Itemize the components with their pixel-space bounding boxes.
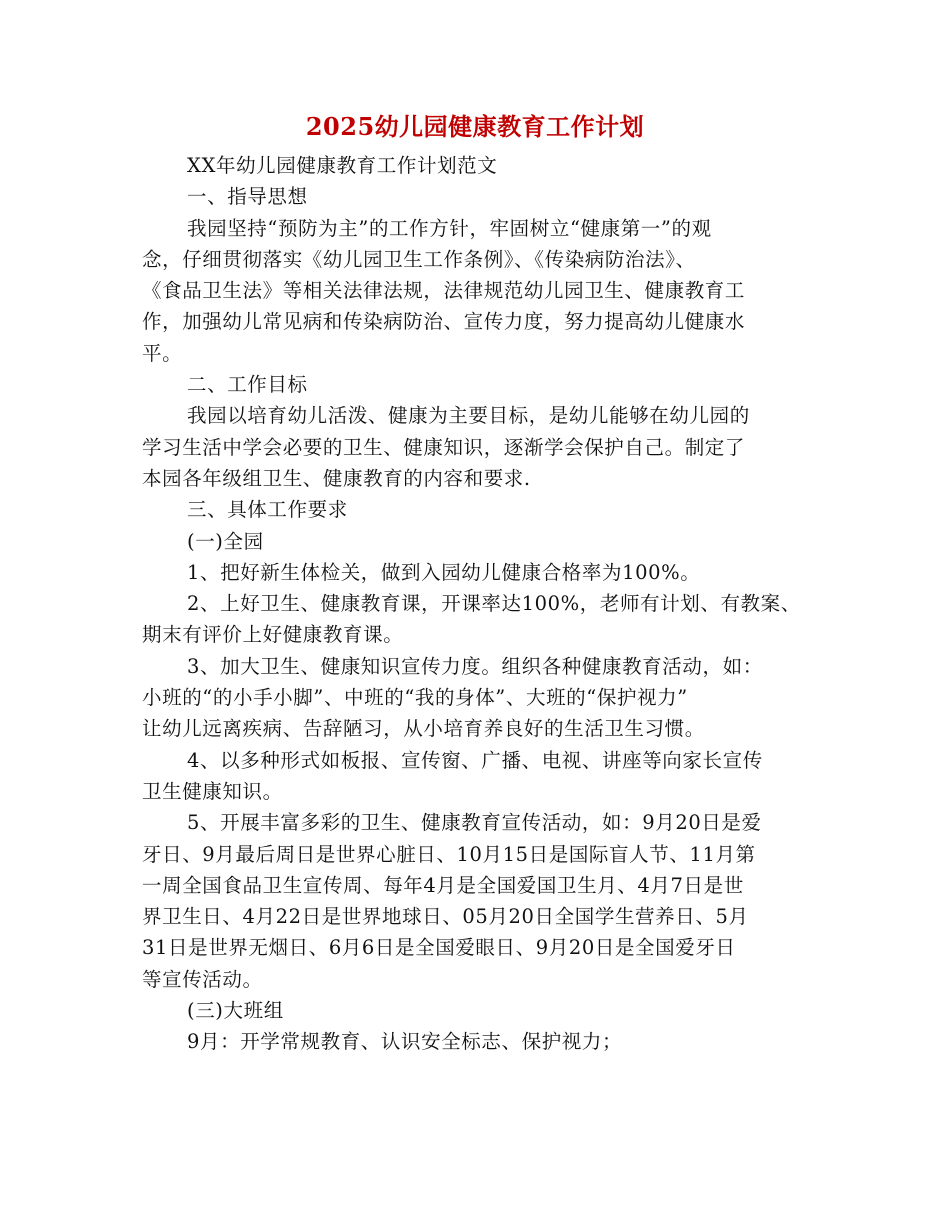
paragraph-line: 《食品卫生法》等相关法律法规，法律规范幼儿园卫生、健康教育工 [142,279,746,303]
paragraph-line: 我园坚持“预防为主”的工作方针，牢固树立“健康第一”的观 [187,216,712,240]
paragraph-line: 期末有评价上好健康教育课。 [142,623,404,647]
paragraph-line: 小班的“的小手小脚”、中班的“我的身体”、大班的“保护视力” [142,686,688,710]
paragraph [142,588,842,651]
paragraph [142,369,842,400]
paragraph [142,400,842,494]
paragraph-line: 本园各年级组卫生、健康教育的内容和要求. [142,466,531,490]
paragraph-line: 一、指导思想 [187,185,308,209]
paragraph [142,526,842,557]
paragraph-line: 5、开展丰富多彩的卫生、健康教育宣传活动，如：9月20日是爱 [187,811,762,835]
paragraph-line: 牙日、9月最后周日是世界心脏日、10月15日是国际盲人节、11月第 [142,842,756,866]
paragraph [142,651,842,745]
document-body [142,150,842,1058]
paragraph-line: XX年幼儿园健康教育工作计划范文 [187,154,498,177]
paragraph [142,557,842,588]
paragraph-line: 一周全国食品卫生宣传周、每年4月是全国爱国卫生月、4月7日是世 [142,873,744,897]
paragraph-line: 31日是世界无烟日、6月6日是全国爱眼日、9月20日是全国爱牙日 [142,936,736,960]
paragraph-line: 二、工作目标 [187,373,308,397]
paragraph-line: 等宣传活动。 [142,967,263,991]
document-title: 2025幼儿园健康教育工作计划 [305,112,645,141]
paragraph-line: 界卫生日、4月22日是世界地球日、05月20日全国学生营养日、5月 [142,905,749,929]
paragraph [142,745,842,808]
paragraph-line: 三、具体工作要求 [187,498,348,522]
paragraph [142,494,842,525]
paragraph-line: 学习生活中学会必要的卫生、健康知识，逐渐学会保护自己。制定了 [142,435,746,459]
paragraph [142,213,842,369]
paragraph [142,150,842,181]
paragraph-line: (三)大班组 [187,999,284,1023]
paragraph-line: 2、上好卫生、健康教育课，开课率达100%，老师有计划、有教案、 [187,592,801,616]
paragraph-line: 9月：开学常规教育、认识安全标志、保护视力； [187,1030,623,1054]
paragraph [142,181,842,212]
paragraph-line: (一)全园 [187,529,264,553]
paragraph-line: 1、把好新生体检关，做到入园幼儿健康合格率为100%。 [187,560,701,584]
paragraph-line: 卫生健康知识。 [142,779,283,803]
paragraph-line: 平。 [142,341,183,365]
paragraph-line: 念，仔细贯彻落实《幼儿园卫生工作条例》、《传染病防治法》、 [142,247,696,271]
paragraph-line: 作，加强幼儿常见病和传染病防治、宣传力度，努力提高幼儿健康水 [142,310,746,334]
paragraph-line: 3、加大卫生、健康知识宣传力度。组织各种健康教育活动，如： [187,654,763,678]
paragraph [142,807,842,995]
paragraph-line: 我园以培育幼儿活泼、健康为主要目标，是幼儿能够在幼儿园的 [187,404,750,428]
paragraph-line: 让幼儿远离疾病、告辞陋习，从小培育养良好的生活卫生习惯。 [142,717,705,741]
paragraph [142,1026,842,1057]
paragraph [142,995,842,1026]
paragraph-line: 4、以多种形式如板报、宣传窗、广播、电视、讲座等向家长宣传 [187,748,763,772]
